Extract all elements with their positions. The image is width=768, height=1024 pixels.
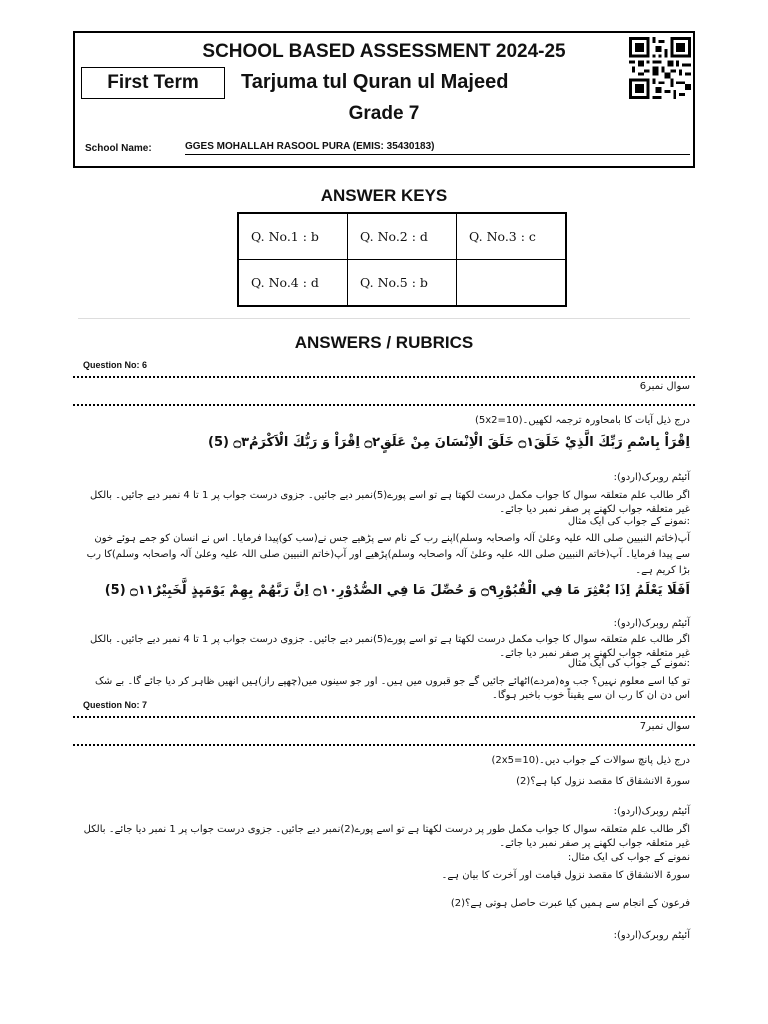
answer-key-cell: Q. No.3 : c bbox=[457, 213, 567, 260]
q6-rubric-2-heading: آئیٹم روبرک(اردو): bbox=[613, 618, 690, 629]
assessment-title: SCHOOL BASED ASSESSMENT 2024-25 bbox=[202, 41, 566, 62]
q6-rubric-1-sample-label: :نمونے کے جواب کی ایک مثال bbox=[567, 516, 690, 527]
q7-rubric-2-heading: آئیٹم روبرک(اردو): bbox=[613, 930, 690, 941]
dotted-divider bbox=[73, 404, 695, 406]
answer-key-cell bbox=[457, 260, 567, 307]
header-box bbox=[73, 31, 695, 168]
q6-verse-1: اِقْرَاْ بِاسْمِ رَبِّكَ الَّذِيْ خَلَقَ۝١ خَلَقَ الْاِنْسَانَ مِنْ عَلَقٍ۝٢ اِقْرَاْ وَ رَبُّكَ الْاَكْرَمُ۝٣ (5) bbox=[208, 435, 690, 450]
table-row bbox=[238, 213, 566, 260]
answer-key-cell: Q. No.1 : b bbox=[238, 213, 348, 260]
q6-rubric-1-text: اگر طالب علم متعلقہ سوال کا جواب مکمل درست لکھتا ہے تو اسے پورے(5)نمبر دیے جائیں۔ جزوی درست جواب پر 1 تا 4 نمبر دیے جائیں۔ بالکل غیر متعلقہ جواب لکھنے پر صفر نمبر دیا جائے۔ bbox=[90, 490, 690, 515]
rubrics-heading: ANSWERS / RUBRICS bbox=[294, 333, 474, 352]
table-row bbox=[238, 260, 566, 307]
q7-rubric-heading: آئیٹم روبرک(اردو): bbox=[613, 806, 690, 817]
dotted-divider bbox=[73, 744, 695, 746]
answer-keys-heading: ANSWER KEYS bbox=[320, 186, 448, 205]
q7-sub-question-2: فرعون کے انجام سے ہمیں کیا عبرت حاصل ہوتی ہے؟(2) bbox=[450, 898, 690, 909]
q7-rubric-text: اگر طالب علم متعلقہ سوال کا جواب مکمل طور پر درست لکھتا ہے تو اسے پورے(2)نمبر دیے جائیں۔ جزوی درست جواب پر 1 نمبر دیا جائے۔ بالکل غیر متعلقہ جواب لکھنے پر صفر نمبر دیا جائے۔ bbox=[83, 824, 690, 849]
subject-title: Tarjuma tul Quran ul Majeed bbox=[241, 71, 509, 93]
q7-instruction: درج ذیل پانچ سوالات کے جواب دیں۔(2x5=10) bbox=[491, 755, 690, 766]
q6-rubric-2-sample-label: :نمونے کے جواب کی ایک مثال bbox=[567, 658, 690, 669]
grade-title: Grade 7 bbox=[348, 103, 420, 124]
answer-keys-table bbox=[237, 212, 567, 307]
q6-verse-2: اَفَلَا يَعْلَمُ اِذَا بُعْثِرَ مَا فِي الْقُبُوْرِ۝٩ وَ حُصِّلَ مَا فِي الصُّدُوْرِ۝١٠ اِنَّ رَبَّهُمْ بِهِمْ يَوْمَىِٕذٍ لَّخَبِيْرٌ۝١١ (5) bbox=[104, 583, 690, 598]
q7-urdu-title: سوال نمبر7 bbox=[639, 721, 690, 732]
question-7-label: Question No: 7 bbox=[83, 700, 148, 710]
school-name-label: School Name: bbox=[85, 143, 152, 154]
q6-urdu-title: سوال نمبر6 bbox=[639, 381, 690, 392]
dotted-divider bbox=[73, 716, 695, 718]
dotted-divider bbox=[73, 376, 695, 378]
qr-code-icon bbox=[629, 37, 691, 99]
q7-rubric-sample-label: نمونے کے جواب کی ایک مثال: bbox=[567, 852, 690, 863]
section-divider bbox=[78, 318, 690, 319]
answer-key-cell: Q. No.4 : d bbox=[238, 260, 348, 307]
question-6-label: Question No: 6 bbox=[83, 360, 148, 370]
q6-rubric-1-sample-answer: آپ(خاتم النبیین صلی اللہ علیہ وعلیٰ آلہ واصحابہ وسلم)اپنے رب کے نام سے پڑھیے جس نے(سب کو)پیدا فرمایا۔ اس نے انسان کو جمے ہوئے خون سے پیدا فرمایا۔ آپ(خاتم النبیین صلی اللہ علیہ وعلیٰ آلہ واصحابہ وسلم)پڑھیے اور آپ(خاتم النبیین صلی اللہ علیہ وعلیٰ آلہ واصحابہ وسلم)کا رب بڑا کریم ہے۔ bbox=[86, 533, 690, 576]
q7-rubric-sample-answer: سورۃ الانشقاق کا مقصد نزول قیامت اور آخرت کا بیان ہے۔ bbox=[441, 870, 690, 881]
term-box: First Term bbox=[81, 67, 225, 99]
q6-rubric-1-heading: آئیٹم روبرک(اردو): bbox=[613, 472, 690, 483]
q7-sub-question-1: سورۃ الانشقاق کا مقصد نزول کیا ہے؟(2) bbox=[516, 776, 690, 787]
q6-rubric-2-text: اگر طالب علم متعلقہ سوال کا جواب مکمل درست لکھتا ہے تو اسے پورے(5)نمبر دیے جائیں۔ جزوی درست جواب پر 1 تا 4 نمبر دیے جائیں۔ بالکل غیر متعلقہ جواب لکھنے پر صفر نمبر دیا جائے۔ bbox=[90, 634, 690, 659]
q6-instruction: درج ذیل آیات کا بامحاورہ ترجمہ لکھیں۔(5x2=10) bbox=[474, 415, 690, 426]
answer-key-cell: Q. No.5 : b bbox=[348, 260, 457, 307]
answer-key-cell: Q. No.2 : d bbox=[348, 213, 457, 260]
q6-rubric-2-sample-answer: تو کیا اسے معلوم نہیں؟ جب وہ(مردے)اٹھائے جائیں گے جو قبروں میں ہیں۔ اور جو سینوں میں(چھپے راز)ہیں انھیں ظاہر کر دیا جائے گا۔ بے شک اس دن ان کا رب ان سے یقیناً خوب باخبر ہوگا۔ bbox=[94, 676, 690, 701]
school-name-value: GGES MOHALLAH RASOOL PURA (EMIS: 35430183) bbox=[185, 141, 690, 155]
